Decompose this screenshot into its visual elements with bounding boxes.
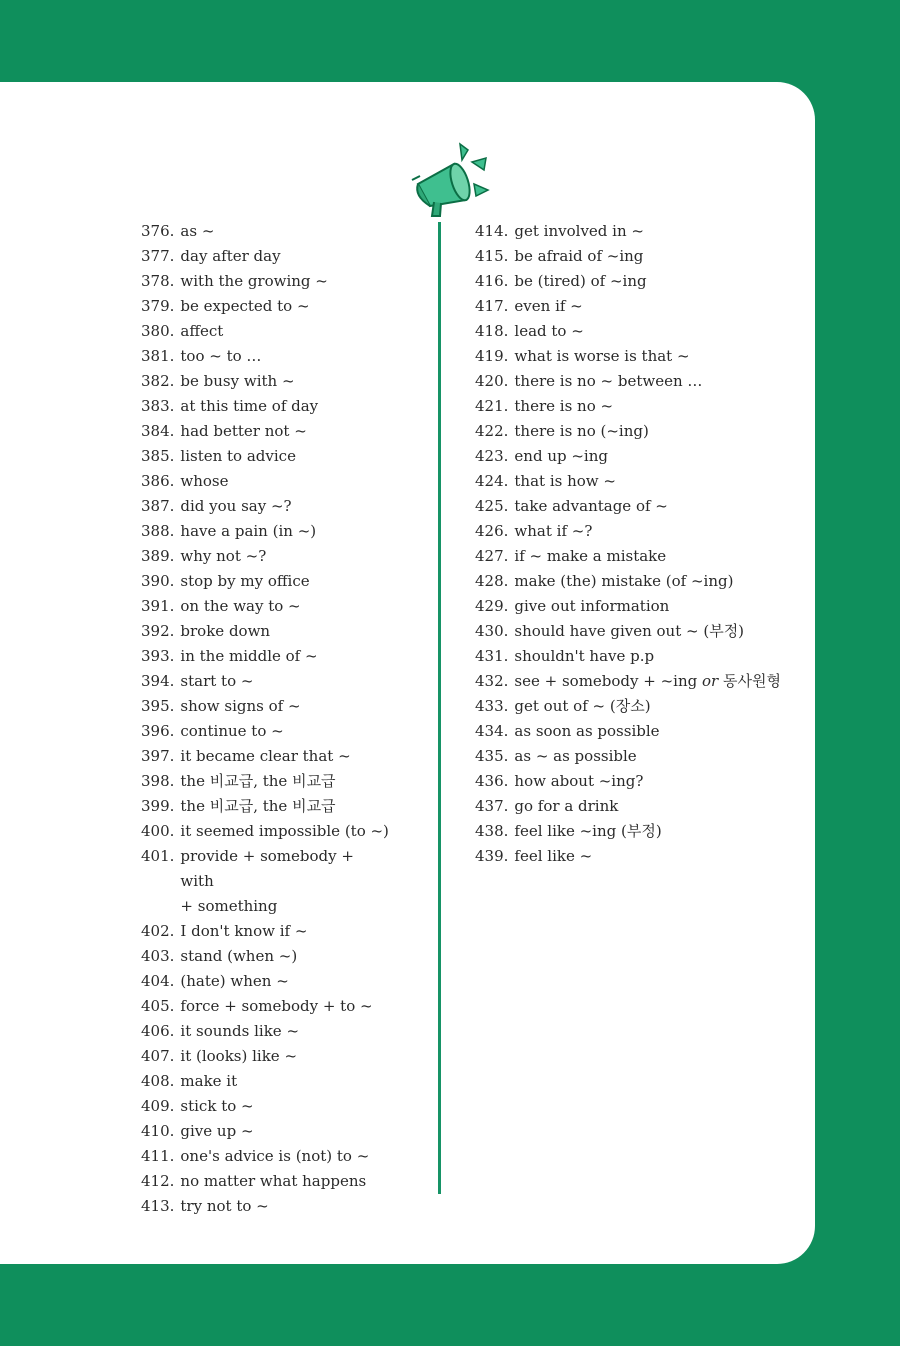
entry-text-wrap — [174, 994, 372, 1019]
expression-entry — [141, 1069, 426, 1094]
entry-number: 425. — [475, 497, 509, 515]
expression-entry — [141, 269, 426, 294]
expression-entry — [475, 394, 805, 419]
entry-number: 416. — [475, 272, 509, 290]
entry-text-wrap — [174, 569, 309, 594]
entry-number: 427. — [475, 547, 509, 565]
expression-entry — [141, 1119, 426, 1144]
expression-entry — [141, 1094, 426, 1119]
entry-text: be (tired) of ~ing — [514, 272, 647, 290]
expression-entry — [475, 744, 805, 769]
entry-number: 386. — [141, 472, 175, 490]
entry-number: 419. — [475, 347, 509, 365]
entry-text-wrap — [174, 469, 228, 494]
entry-text-wrap — [508, 394, 613, 419]
expression-entry — [141, 244, 426, 269]
entry-text: on the way to ~ — [180, 597, 301, 615]
entry-text-wrap — [174, 944, 297, 969]
expression-entry — [475, 844, 805, 869]
entry-text: the 비교급, the 비교급 — [180, 772, 336, 790]
entry-number: 438. — [475, 822, 509, 840]
entry-text: stick to ~ — [180, 1097, 254, 1115]
entry-number: 390. — [141, 572, 175, 590]
entry-number: 409. — [141, 1097, 175, 1115]
entry-number: 407. — [141, 1047, 175, 1065]
entry-number: 406. — [141, 1022, 175, 1040]
entry-number: 415. — [475, 247, 509, 265]
entry-text-wrap — [174, 319, 223, 344]
entry-text: there is no ~ — [514, 397, 614, 415]
expression-entry — [141, 669, 426, 694]
entry-text-wrap — [174, 269, 327, 294]
entry-number: 377. — [141, 247, 175, 265]
entry-text-wrap — [174, 519, 316, 544]
entry-number: 426. — [475, 522, 509, 540]
entry-text: as soon as possible — [514, 722, 660, 740]
entry-text-wrap — [174, 694, 300, 719]
entry-text-wrap — [508, 469, 616, 494]
entry-text-wrap — [174, 769, 335, 794]
expression-entry — [141, 1044, 426, 1069]
entry-number: 404. — [141, 972, 175, 990]
expression-entry — [141, 1194, 426, 1219]
expression-entry — [141, 444, 426, 469]
entry-text-wrap — [508, 819, 661, 844]
entry-number: 429. — [475, 597, 509, 615]
expression-entry — [141, 494, 426, 519]
entry-text-wrap — [508, 669, 781, 694]
entry-text-wrap — [174, 969, 288, 994]
entry-text: even if ~ — [514, 297, 583, 315]
entry-number: 376. — [141, 222, 175, 240]
entry-number: 433. — [475, 697, 509, 715]
entry-text: be busy with ~ — [180, 372, 295, 390]
entry-number: 398. — [141, 772, 175, 790]
entry-text: as ~ — [180, 222, 215, 240]
entry-number: 387. — [141, 497, 175, 515]
entry-text: see + somebody + ~ing — [514, 672, 698, 690]
expression-entry — [141, 319, 426, 344]
entry-text-wrap — [508, 269, 646, 294]
expression-entry — [141, 919, 426, 944]
entry-text: the 비교급, the 비교급 — [180, 797, 336, 815]
expression-entry — [141, 944, 426, 969]
entry-number: 400. — [141, 822, 175, 840]
expression-entry — [141, 719, 426, 744]
entry-text: start to ~ — [180, 672, 254, 690]
entry-text-wrap — [174, 419, 306, 444]
entry-text: day after day — [180, 247, 281, 265]
entry-text: broke down — [180, 622, 271, 640]
entry-text: make it — [180, 1072, 238, 1090]
entry-text: it sounds like ~ — [180, 1022, 300, 1040]
entry-text: I don't know if ~ — [180, 922, 308, 940]
entry-text: give up ~ — [180, 1122, 254, 1140]
expression-entry — [141, 369, 426, 394]
entry-number: 428. — [475, 572, 509, 590]
expression-entry — [141, 344, 426, 369]
entry-text-wrap — [174, 369, 294, 394]
entry-text: give out information — [514, 597, 670, 615]
expression-entry — [141, 544, 426, 569]
entry-number: 402. — [141, 922, 175, 940]
entry-text: that is how ~ — [514, 472, 616, 490]
expression-entry — [475, 494, 805, 519]
entry-text-wrap — [174, 1044, 297, 1069]
entry-text-wrap — [174, 744, 350, 769]
entry-text: take advantage of ~ — [514, 497, 668, 515]
entry-text-wrap — [508, 244, 643, 269]
entry-number: 430. — [475, 622, 509, 640]
entry-text: stop by my office — [180, 572, 310, 590]
expression-entry — [475, 269, 805, 294]
expression-entry — [141, 644, 426, 669]
entry-text-wrap — [174, 1019, 299, 1044]
expression-entry — [475, 644, 805, 669]
entry-text: in the middle of ~ — [180, 647, 318, 665]
entry-number: 414. — [475, 222, 509, 240]
entry-text: listen to advice — [180, 447, 296, 465]
expression-entry — [475, 219, 805, 244]
entry-text-wrap — [508, 319, 583, 344]
entry-number: 420. — [475, 372, 509, 390]
expression-entry — [475, 819, 805, 844]
entry-number: 412. — [141, 1172, 175, 1190]
entry-text: how about ~ing? — [514, 772, 644, 790]
expression-entry — [475, 669, 805, 694]
entry-number: 381. — [141, 347, 175, 365]
entry-text: what if ~? — [514, 522, 593, 540]
expression-entry — [475, 769, 805, 794]
entry-text-wrap — [174, 394, 318, 419]
entry-text-wrap — [508, 644, 654, 669]
entry-number: 385. — [141, 447, 175, 465]
expression-entry — [141, 394, 426, 419]
entry-number: 422. — [475, 422, 509, 440]
entry-number: 391. — [141, 597, 175, 615]
entry-number: 408. — [141, 1072, 175, 1090]
entry-text-wrap — [508, 769, 643, 794]
expression-entry — [475, 469, 805, 494]
expression-entry — [475, 794, 805, 819]
entry-number: 437. — [475, 797, 509, 815]
entry-text: go for a drink — [514, 797, 619, 815]
expression-entry — [475, 244, 805, 269]
entry-text-wrap — [174, 1169, 366, 1194]
entry-number: 401. — [141, 847, 175, 865]
entry-text: affect — [180, 322, 224, 340]
entry-number: 411. — [141, 1147, 175, 1165]
entry-text: at this time of day — [180, 397, 319, 415]
entry-number: 417. — [475, 297, 509, 315]
entry-text-wrap — [174, 794, 335, 819]
entry-text-wrap — [508, 519, 592, 544]
entry-text-wrap — [508, 344, 689, 369]
expression-entry — [475, 569, 805, 594]
entry-text: be expected to ~ — [180, 297, 310, 315]
entry-text: had better not ~ — [180, 422, 307, 440]
entry-number: 432. — [475, 672, 509, 690]
entry-text: it became clear that ~ — [180, 747, 351, 765]
expression-entry — [141, 294, 426, 319]
entry-text: get out of ~ (장소) — [514, 697, 651, 715]
entry-text-wrap — [508, 544, 666, 569]
entry-number: 378. — [141, 272, 175, 290]
entry-text-wrap — [508, 419, 648, 444]
entry-text: it seemed impossible (to ~) — [180, 822, 389, 840]
entry-number: 403. — [141, 947, 175, 965]
expression-entry — [141, 594, 426, 619]
entry-text-wrap — [508, 569, 733, 594]
entry-text-wrap — [508, 444, 608, 469]
entry-number: 436. — [475, 772, 509, 790]
entry-text-wrap — [508, 719, 659, 744]
entry-number: 410. — [141, 1122, 175, 1140]
expression-entry — [475, 719, 805, 744]
entry-text-wrap — [508, 694, 650, 719]
entry-text: get involved in ~ — [514, 222, 644, 240]
expression-entry — [475, 444, 805, 469]
entry-text-wrap — [174, 594, 300, 619]
entry-text-wrap — [174, 294, 309, 319]
entry-text-wrap — [174, 644, 317, 669]
expression-entry — [475, 694, 805, 719]
entry-text-wrap — [174, 619, 270, 644]
entry-text: shouldn't have p.p — [514, 647, 655, 665]
entry-text: lead to ~ — [514, 322, 584, 340]
entry-text: feel like ~ing (부정) — [514, 822, 662, 840]
entry-text-wrap — [508, 594, 669, 619]
entry-number: 413. — [141, 1197, 175, 1215]
entry-number: 431. — [475, 647, 509, 665]
entry-text: provide + somebody + with — [180, 847, 354, 890]
entry-text: stand (when ~) — [180, 947, 298, 965]
expression-entry — [475, 519, 805, 544]
entry-text: no matter what happens — [180, 1172, 367, 1190]
entry-text-wrap — [508, 744, 636, 769]
entry-text: with the growing ~ — [180, 272, 328, 290]
entry-text: what is worse is that ~ — [514, 347, 690, 365]
entry-text: have a pain (in ~) — [180, 522, 317, 540]
expression-entry — [141, 569, 426, 594]
entry-number: 395. — [141, 697, 175, 715]
entry-text-after: 동사원형 — [723, 672, 781, 690]
expression-entry — [141, 794, 426, 819]
expression-entry — [141, 1019, 426, 1044]
entry-text: there is no ~ between … — [514, 372, 703, 390]
entry-number: 397. — [141, 747, 175, 765]
entry-text: did you say ~? — [180, 497, 292, 515]
entry-text: it (looks) like ~ — [180, 1047, 298, 1065]
column-divider — [438, 222, 441, 1194]
expression-entry — [141, 969, 426, 994]
entry-text: one's advice is (not) to ~ — [180, 1147, 370, 1165]
entry-continuation: + something — [180, 897, 278, 915]
entry-text: too ~ to … — [180, 347, 262, 365]
expression-entry — [141, 519, 426, 544]
entry-number: 389. — [141, 547, 175, 565]
entry-text: (hate) when ~ — [180, 972, 289, 990]
entry-text-wrap — [174, 1119, 253, 1144]
entry-text-wrap — [174, 544, 266, 569]
entry-text-wrap — [174, 719, 283, 744]
entry-text-wrap — [174, 819, 389, 844]
entry-text-wrap — [508, 369, 702, 394]
expression-entry — [141, 819, 426, 844]
entry-number: 388. — [141, 522, 175, 540]
entry-text: there is no (~ing) — [514, 422, 649, 440]
expression-entry — [475, 369, 805, 394]
megaphone-icon — [410, 140, 490, 222]
entry-or-word: or — [702, 672, 719, 690]
entry-text-wrap — [174, 1194, 268, 1219]
expression-entry — [141, 844, 426, 919]
entry-text-wrap — [174, 219, 214, 244]
entry-number: 394. — [141, 672, 175, 690]
entry-number: 396. — [141, 722, 175, 740]
entry-number: 423. — [475, 447, 509, 465]
entry-text: try not to ~ — [180, 1197, 269, 1215]
expression-entry — [141, 419, 426, 444]
expression-entry — [141, 469, 426, 494]
entry-number: 399. — [141, 797, 175, 815]
entry-text: make (the) mistake (of ~ing) — [514, 572, 734, 590]
entry-text-wrap — [174, 1069, 237, 1094]
entry-number: 418. — [475, 322, 509, 340]
left-expression-list — [141, 219, 426, 1219]
entry-text-wrap — [174, 669, 253, 694]
entry-number: 380. — [141, 322, 175, 340]
entry-text-wrap — [174, 444, 296, 469]
expression-entry — [141, 619, 426, 644]
entry-number: 421. — [475, 397, 509, 415]
expression-entry — [475, 294, 805, 319]
entry-text-wrap — [174, 244, 280, 269]
entry-text: show signs of ~ — [180, 697, 301, 715]
entry-text-wrap — [174, 919, 307, 944]
expression-entry — [141, 1144, 426, 1169]
entry-number: 439. — [475, 847, 509, 865]
entry-number: 379. — [141, 297, 175, 315]
expression-entry — [475, 619, 805, 644]
entry-number: 382. — [141, 372, 175, 390]
entry-text: why not ~? — [180, 547, 267, 565]
expression-entry — [475, 319, 805, 344]
entry-number: 392. — [141, 622, 175, 640]
entry-text: as ~ as possible — [514, 747, 637, 765]
expression-entry — [475, 544, 805, 569]
expression-entry — [141, 1169, 426, 1194]
right-expression-list — [475, 219, 805, 869]
entry-text: whose — [180, 472, 229, 490]
entry-number: 393. — [141, 647, 175, 665]
entry-text: end up ~ing — [514, 447, 608, 465]
expression-entry — [475, 419, 805, 444]
entry-text: should have given out ~ (부정) — [514, 622, 745, 640]
entry-number: 424. — [475, 472, 509, 490]
expression-entry — [141, 219, 426, 244]
entry-number: 383. — [141, 397, 175, 415]
entry-text-wrap — [508, 219, 644, 244]
entry-number: 405. — [141, 997, 175, 1015]
expression-entry — [141, 769, 426, 794]
entry-text-wrap — [508, 294, 582, 319]
entry-text-wrap — [174, 1144, 369, 1169]
expression-entry — [141, 744, 426, 769]
entry-number: 435. — [475, 747, 509, 765]
entry-text-wrap — [174, 344, 261, 369]
entry-text-wrap — [174, 494, 291, 519]
entry-text: be afraid of ~ing — [514, 247, 644, 265]
entry-text: force + somebody + to ~ — [180, 997, 373, 1015]
entry-text: if ~ make a mistake — [514, 547, 667, 565]
entry-text-wrap — [174, 1094, 253, 1119]
entry-text-wrap — [174, 844, 380, 919]
entry-text: feel like ~ — [514, 847, 593, 865]
entry-text-wrap — [508, 794, 618, 819]
expression-entry — [475, 344, 805, 369]
expression-entry — [141, 694, 426, 719]
entry-number: 434. — [475, 722, 509, 740]
expression-entry — [475, 594, 805, 619]
expression-entry — [141, 994, 426, 1019]
entry-number: 384. — [141, 422, 175, 440]
entry-text-wrap — [508, 494, 667, 519]
entry-text-wrap — [508, 844, 592, 869]
entry-text: continue to ~ — [180, 722, 284, 740]
entry-text-wrap — [508, 619, 744, 644]
